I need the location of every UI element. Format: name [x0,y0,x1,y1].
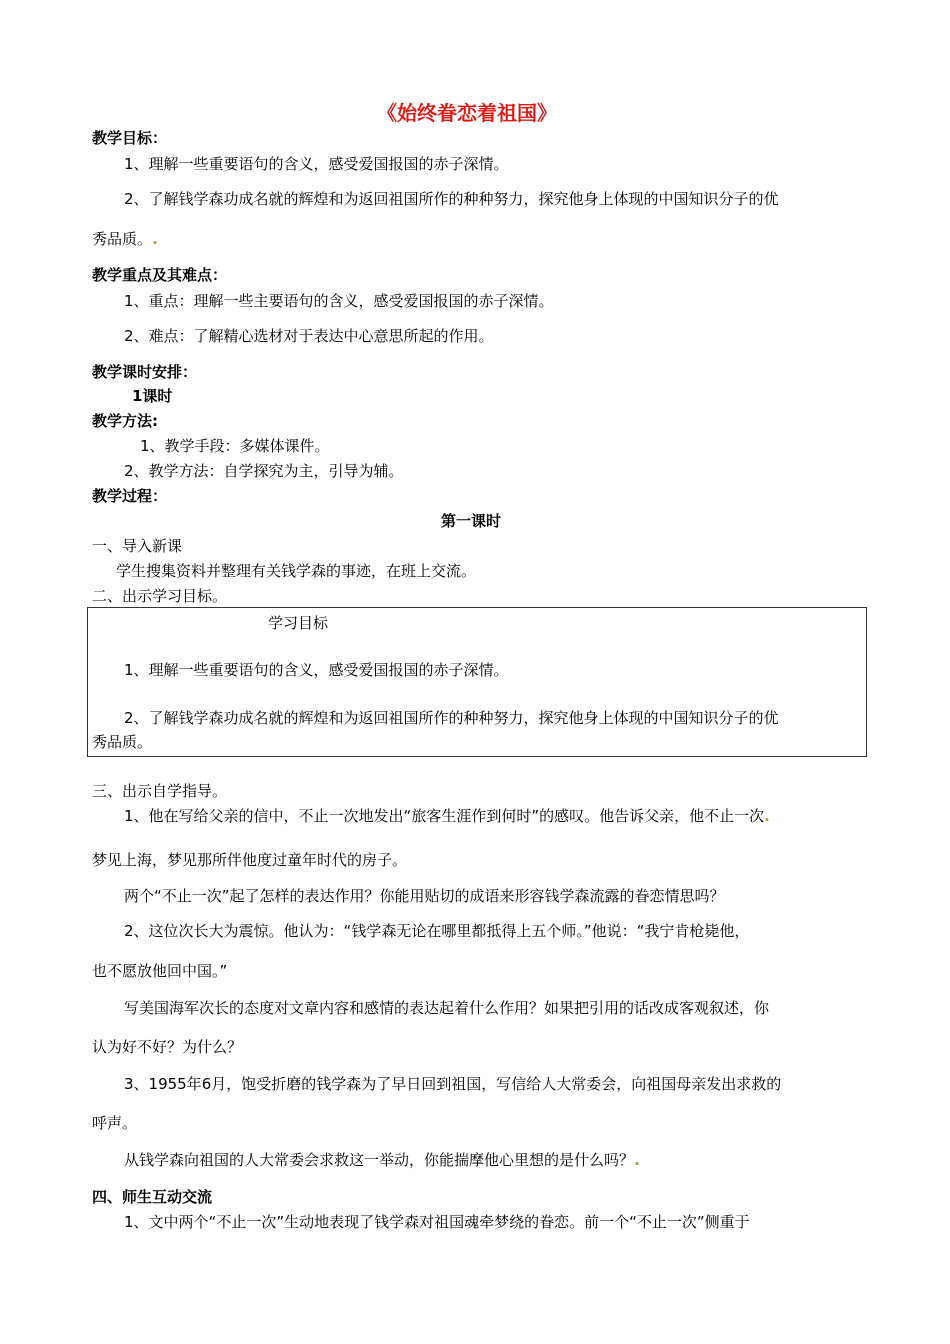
objective-item-2-text: 秀品质。 [92,230,153,248]
section-4-text: 1、文中两个“不止一次”生动地表现了钱学森对祖国魂牵梦绕的眷恋。前一个“不止一次”侧重于 [124,1213,750,1231]
section-3-heading: 三、出示自学指导。 [92,782,228,800]
question-2-prompt-line-2: 认为好不好？为什么？ [92,1038,243,1056]
question-2-line-1: 2、这位次长大为震惊。他认为：“钱学森无论在哪里都抵得上五个师。”他说：“我宁肯枪毙他， [124,922,750,940]
question-1-text: 1、他在写给父亲的信中，不止一次地发出“旅客生涯作到何时”的感叹。他告诉父亲，他不止一次 [124,807,765,825]
question-2-line-2: 也不愿放他回中国。” [92,962,228,980]
box-title: 学习目标 [268,614,329,632]
learning-objectives-box [87,607,867,757]
question-1-line-1 [124,806,770,826]
schedule-heading: 教学课时安排： [92,363,198,381]
key-point-item-1: 1、重点：理解一些主要语句的含义，感受爱国报国的赤子深情。 [124,292,554,310]
section-1-text: 学生搜集资料并整理有关钱学森的事迹，在班上交流。 [116,562,477,580]
box-item-2-line-2: 秀品质。 [92,733,153,751]
schedule-value: 1课时 [132,387,173,405]
marker-dot: . [152,230,158,248]
key-points-heading: 教学重点及其难点： [92,266,228,284]
question-2-prompt-line-1: 写美国海军次长的态度对文章内容和感情的表达起着什么作用？如果把引用的话改成客观叙述，你 [124,999,770,1017]
objectives-heading: 教学目标： [92,129,168,147]
section-2-heading: 二、出示学习目标。 [92,587,228,605]
question-3-line-1: 3、1955年6月，饱受折磨的钱学森为了早日回到祖国，写信给人大常委会，向祖国母亲发出求救的 [124,1075,782,1093]
box-item-1: 1、理解一些重要语句的含义，感受爱国报国的赤子深情。 [124,661,509,679]
marker-dot: . [764,807,770,825]
methods-heading: 教学方法: [92,412,158,430]
question-3-prompt-text: 从钱学森向祖国的人大常委会求救这一举动，你能揣摩他心里想的是什么吗？ [124,1151,635,1169]
key-point-item-2: 2、难点：了解精心选材对于表达中心意思所起的作用。 [124,327,494,345]
section-4-heading: 四、师生互动交流 [92,1188,213,1206]
objective-item-2-line-1: 2、了解钱学森功成名就的辉煌和为返回祖国所作的种种努力，探究他身上体现的中国知识分子的优 [124,190,779,208]
lesson-title: 第一课时 [441,512,502,530]
page-title: 《始终眷恋着祖国》 [377,101,557,125]
question-1-prompt: 两个“不止一次”起了怎样的表达作用？你能用贴切的成语来形容钱学森流露的眷恋情思吗？ [124,887,725,905]
question-3-prompt [124,1150,640,1170]
marker-dot: . [634,1151,640,1169]
method-item-1: 1、教学手段：多媒体课件。 [140,437,330,455]
objective-item-1: 1、理解一些重要语句的含义，感受爱国报国的赤子深情。 [124,155,509,173]
section-1-heading: 一、导入新课 [92,537,183,555]
question-1-line-2: 梦见上海，梦见那所伴他度过童年时代的房子。 [92,851,408,869]
box-item-2-line-1: 2、了解钱学森功成名就的辉煌和为返回祖国所作的种种努力，探究他身上体现的中国知识分子的优 [124,709,779,727]
question-3-line-2: 呼声。 [92,1114,138,1132]
process-heading: 教学过程： [92,487,168,505]
objective-item-2-line-2 [92,229,158,249]
method-item-2: 2、教学方法：自学探究为主，引导为辅。 [124,462,404,480]
